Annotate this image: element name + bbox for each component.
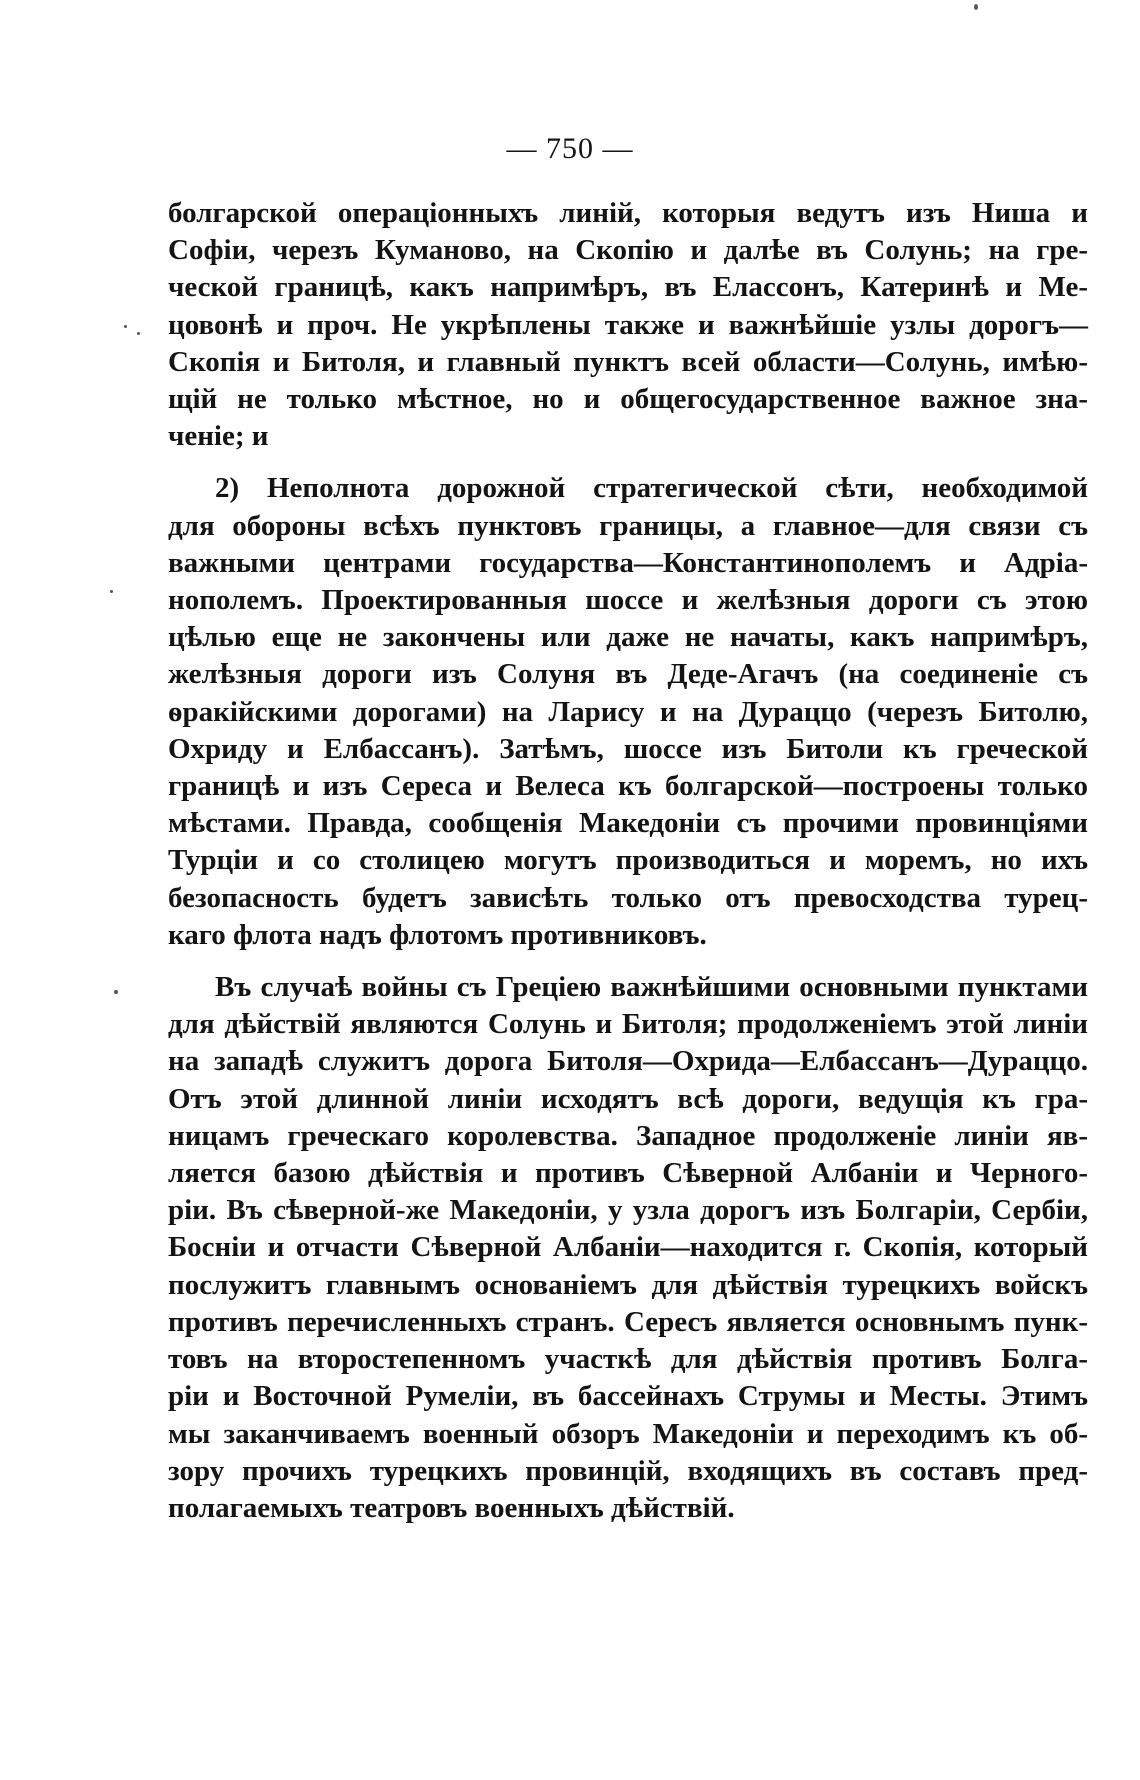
text-line: на западѣ служитъ дорога Битоля—Охрида—Елбассанъ—Дураццо. [168, 1045, 1088, 1078]
text-line: Скопія и Битоля, и главный пунктъ всей области—Солунь, имѣю- [168, 345, 1088, 378]
text-line: ческой границѣ, какъ напримѣръ, въ Елассонъ, Катеринѣ и Ме- [168, 271, 1088, 304]
text-line: полагаемыхъ театровъ военныхъ дѣйствій. [168, 1491, 735, 1524]
text-line: ляется базою дѣйствія и противъ Сѣверной Албаніи и Черного- [168, 1157, 1088, 1190]
scan-speck [114, 990, 118, 994]
text-line: щій не только мѣстное, но и общегосударственное важное зна- [168, 383, 1088, 416]
text-line: желѣзныя дороги изъ Солуня въ Деде-Агачъ (на соединеніе съ [168, 658, 1088, 691]
text-line: ѳракійскими дорогами) на Ларису и на Дураццо (черезъ Битолю, [168, 695, 1088, 728]
text-line: Босніи и отчасти Сѣверной Албаніи—находится г. Скопія, который [168, 1231, 1088, 1264]
scan-speck [137, 332, 140, 335]
text-line: болгарской операціонныхъ линій, которыя ведутъ изъ Ниша и [168, 197, 1088, 229]
text-line: противъ перечисленныхъ странъ. Сересъ является основнымъ пунк- [168, 1305, 1088, 1338]
text-line: ріи и Восточной Румеліи, въ бассейнахъ Струмы и Месты. Этимъ [168, 1380, 1088, 1413]
text-line: для обороны всѣхъ пунктовъ границы, а главное—для связи съ [168, 509, 1088, 542]
scan-speck [124, 325, 127, 328]
scan-speck [110, 590, 113, 593]
text-line: для дѣйствій являются Солунь и Битоля; продолженіемъ этой линіи [168, 1008, 1088, 1041]
text-line: каго флота надъ флотомъ противниковъ. [168, 918, 707, 951]
text-line: важными центрами государства—Константинополемъ и Адріа- [168, 546, 1088, 579]
text-line: Софіи, черезъ Куманово, на Скопію и далѣе въ Солунь; на гре- [168, 234, 1088, 267]
text-line: нополемъ. Проектированныя шоссе и желѣзныя дороги съ этою [168, 584, 1088, 617]
text-line: мѣстами. Правда, сообщенія Македоніи съ прочими провинціями [168, 807, 1088, 840]
text-line: безопасность будетъ зависѣть только отъ превосходства турец- [168, 881, 1088, 914]
text-line: Отъ этой длинной линіи исходятъ всѣ дороги, ведущія къ гра- [168, 1082, 1088, 1115]
text-column [168, 195, 1088, 1527]
text-line: 2) Неполнота дорожной стратегической сѣти, необходимой [215, 472, 1088, 505]
paragraph-gap [168, 954, 1088, 969]
text-line: Охриду и Елбассанъ). Затѣмъ, шоссе изъ Битоли къ греческой [168, 732, 1088, 765]
paragraph-2 [168, 470, 1088, 954]
page-number: — 750 — [506, 132, 634, 165]
text-line: мы заканчиваемъ военный обзоръ Македоніи и переходимъ къ об- [168, 1417, 1088, 1450]
text-line: ченіе; и [168, 420, 269, 453]
text-line: границѣ и изъ Сереса и Велеса къ болгарской—построены только [168, 770, 1088, 803]
text-line: цѣлью еще не закончены или даже не начаты, какъ напримѣръ, [168, 621, 1088, 654]
paragraph-gap [168, 455, 1088, 470]
text-line: товъ на второстепенномъ участкѣ для дѣйствія противъ Болга- [168, 1343, 1088, 1376]
text-line: Въ случаѣ войны съ Греціею важнѣйшими основными пунктами [215, 971, 1088, 1004]
text-line: цовонѣ и проч. Не укрѣплены также и важнѣйшіе узлы дорогъ— [168, 308, 1088, 341]
text-line: послужитъ главнымъ основаніемъ для дѣйствія турецкихъ войскъ [168, 1268, 1088, 1301]
scan-speck [974, 4, 978, 10]
text-line: ріи. Въ сѣверной-же Македоніи, у узла дорогъ изъ Болгаріи, Сербіи, [168, 1194, 1088, 1227]
text-line: Турціи и со столицею могутъ производиться и моремъ, но ихъ [168, 844, 1088, 877]
paragraph-3 [168, 969, 1088, 1527]
paragraph-1 [168, 195, 1088, 455]
text-line: ницамъ греческаго королевства. Западное продолженіе линіи яв- [168, 1119, 1088, 1152]
text-line: зору прочихъ турецкихъ провинцій, входящихъ въ составъ пред- [168, 1454, 1088, 1487]
